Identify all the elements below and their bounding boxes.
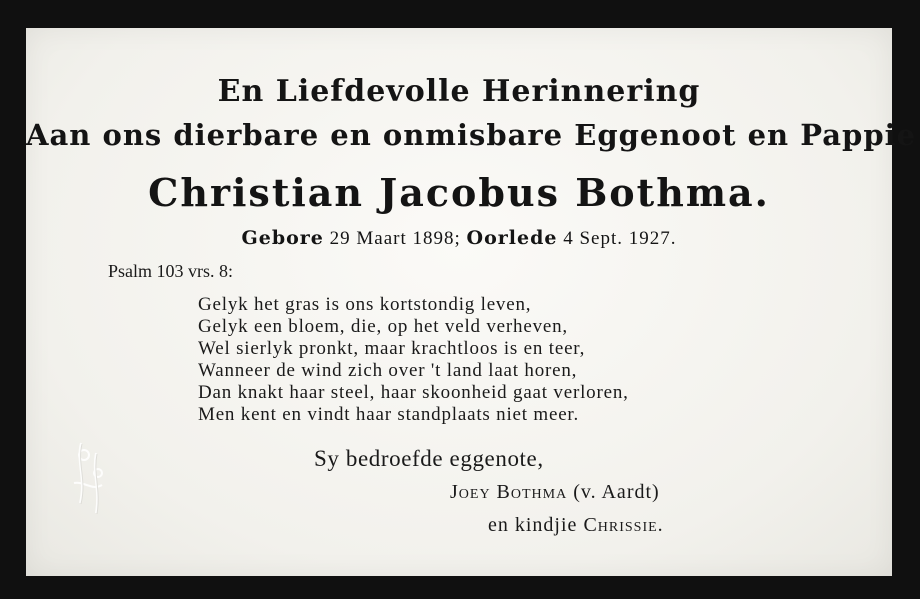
embossed-floral-icon bbox=[66, 433, 136, 523]
born-date: 29 Maart 1898; bbox=[329, 228, 461, 249]
psalm-reference: Psalm 103 vrs. 8: bbox=[108, 261, 234, 281]
signature-name-suffix: (v. Aardt) bbox=[573, 481, 660, 503]
died-date: 4 Sept. 1927. bbox=[563, 228, 677, 249]
born-label: Gebore bbox=[241, 227, 324, 249]
signature-line-1: Sy bedroefde eggenote, bbox=[314, 446, 544, 471]
memorial-card bbox=[26, 28, 917, 576]
heading-line-2: Aan ons dierbare en onmisbare Eggenoot en Pappie bbox=[26, 118, 917, 152]
verse-line: Wel sierlyk pronkt, maar krachtloos is en teer, bbox=[198, 338, 586, 359]
heading-line-1: En Liefdevolle Herinnering bbox=[217, 74, 701, 109]
died-label: Oorlede bbox=[466, 227, 558, 249]
signature-line-3-prefix: en kindjie bbox=[488, 514, 578, 536]
signature-line-3 bbox=[488, 514, 664, 537]
verse-block bbox=[198, 294, 629, 426]
verse-line: Dan knakt haar steel, haar skoonheid gaat verloren, bbox=[198, 382, 629, 403]
signature-line-2 bbox=[450, 481, 660, 504]
verse-line: Men kent en vindt haar standplaats niet meer. bbox=[198, 404, 580, 425]
verse-line: Gelyk een bloem, die, op het veld verheven, bbox=[198, 316, 568, 337]
deceased-name: Christian Jacobus Bothma. bbox=[148, 170, 770, 215]
signature-child: Chrissie. bbox=[583, 514, 664, 536]
dates-line bbox=[26, 227, 892, 250]
verse-line: Wanneer de wind zich over 't land laat horen, bbox=[198, 360, 578, 381]
signature-name: Joey Bothma bbox=[450, 481, 568, 503]
verse-line: Gelyk het gras is ons kortstondig leven, bbox=[198, 294, 532, 315]
